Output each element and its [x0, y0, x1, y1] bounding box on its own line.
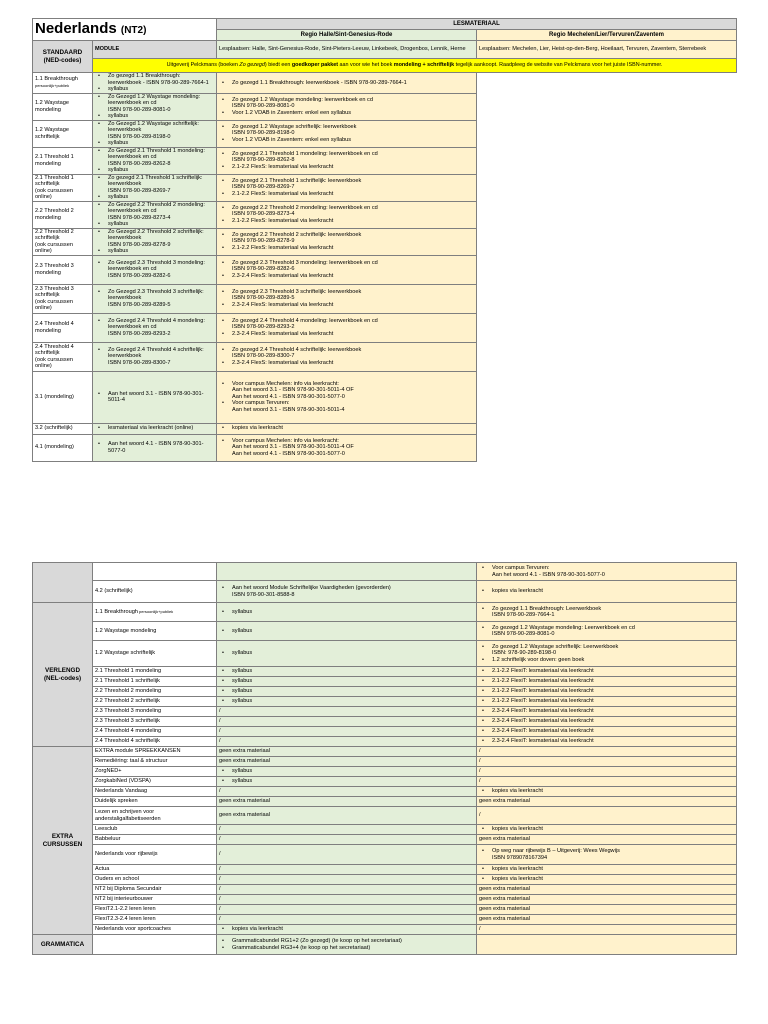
table-row [33, 865, 737, 875]
cell-regio-b: • Voor campus Mechelen: info via leerkracht: Aan het woord 3.1 - ISBN 978-90-301-5011-4 OF Aan het woord 4.1 - ISBN 978-90-301-5077-0 • Voor campus Tervuren: Aan het woord 3.1 - ISBN 978-90-301-5011-4 [217, 371, 477, 423]
bullet-item: • Aan het woord 3.1 - ISBN 978-90-301-5011-4 [95, 391, 214, 404]
table-row [33, 434, 737, 461]
module-cell: 2.4 Threshold 4 mondeling [33, 313, 93, 342]
bullet-continuation: ISBN 978-90-289-8198-0 [108, 133, 171, 140]
cell-regio-a [93, 201, 217, 228]
cell-regio-b: geen extra materiaal [477, 915, 737, 925]
table-row [33, 284, 737, 313]
bullet-item: • 2.1-2.2 FlexS: lesmateriaal via leerkracht [219, 218, 474, 225]
table-row [33, 747, 737, 757]
bullet-item: • syllabus [219, 698, 474, 705]
cell-regio-a: geen extra materiaal [217, 807, 477, 825]
table-row [33, 93, 737, 120]
bullet-item: • syllabus [95, 221, 214, 228]
cell-regio-b [217, 423, 477, 434]
bullet-continuation: ISBN 978-90-289-8273-4 [108, 214, 171, 221]
module-cell: 2.1 Threshold 1 mondeling [93, 667, 217, 677]
module-cell: Duidelijk spreken [93, 797, 217, 807]
bullet-item: • Zo Gezegd 2.2 Threshold 2 mondeling: leerwerkboek en cd [95, 202, 214, 215]
bullet-continuation: ISBN 978-90-301-8588-8 [232, 591, 295, 598]
module-cell [93, 935, 217, 955]
cell-regio-a: geen extra materiaal [217, 747, 477, 757]
bullet-item: • Voor 1.2 VDAB in Zaventem: enkel een syllabus [219, 137, 474, 144]
bullet-item: • 2.3-2.4 FlexS: lesmateriaal via leerkracht [219, 302, 474, 309]
table-row [33, 707, 737, 717]
module-cell: 2.1 Threshold 1 schriftelijk [93, 677, 217, 687]
cell-regio-b [477, 737, 737, 747]
bullet-item: • Zo gezegd 2.4 Threshold 4 mondeling: leerwerkboek en cd [219, 318, 474, 325]
bullet-item: • Zo gezegd 1.1 Breakthrough: leerwerkboek - ISBN 978-90-289-7664-1 [219, 80, 474, 87]
bullet-item: • Zo Gezegd 2.1 Threshold 1 mondeling: leerwerkboek en cd [95, 148, 214, 161]
bullet-item: • Zo gezegd 1.2 Waystage schriftelijk: leerwerkboek [219, 124, 474, 131]
cell-regio-a: geen extra materiaal [217, 757, 477, 767]
bullet-item: • syllabus [95, 113, 214, 120]
module-cell: 1.2 Waystage schriftelijk [33, 120, 93, 147]
cell-regio-b [477, 935, 737, 955]
module-cell: NT2 bij interieurbouwer [93, 895, 217, 905]
bullet-continuation: ISBN 978-90-289-8269-7 [232, 184, 295, 191]
bullet-continuation: ISBN 978-90-289-8269-7 [108, 187, 171, 194]
bullet-continuation: ISBN 978-90-289-8289-5 [108, 301, 171, 308]
cell-regio-b: / [477, 777, 737, 787]
module-cell: 3.2 (schriftelijk) [33, 423, 93, 434]
module-cell: Actua [93, 865, 217, 875]
bullet-item: • Zo gezegd 2.3 Threshold 3 schriftelijk: leerwerkboek [219, 289, 474, 296]
bullet-item: • 2.1-2.2 FlexiT: lesmateriaal via leerkracht [479, 668, 734, 675]
category-extra: EXTRA CURSUSSEN [33, 747, 93, 935]
table-row [33, 757, 737, 767]
cell-regio-b [477, 581, 737, 603]
module-cell: ZorgkabiNed (VDSPA) [93, 777, 217, 787]
lesplaatsen-b: Lesplaatsen: Mechelen, Lier, Heist-op-den-Berg, Hoeilaart, Tervuren, Zaventem, Sterrebeek [477, 41, 737, 59]
bullet-continuation: ISBN 978-90-289-8282-6 [108, 272, 171, 279]
module-cell: 1.2 Waystage mondeling [33, 93, 93, 120]
bullet-item: • kopies via leerkracht [219, 926, 474, 933]
bullet-item: • syllabus [219, 609, 474, 616]
cell-regio-b [217, 313, 477, 342]
bullet-item: • Zo gezegd 2.1 Threshold 1 schriftelijk: leerwerkboek [95, 175, 214, 188]
cell-regio-b [217, 284, 477, 313]
module-cell: 2.2 Threshold 2 schriftelijk [93, 697, 217, 707]
bullet-item: • 2.1-2.2 FlexiT: lesmateriaal via leerkracht [479, 698, 734, 705]
table-row [33, 120, 737, 147]
cell-regio-a: / [217, 835, 477, 845]
cell-regio-a [93, 342, 217, 371]
bullet-item: • syllabus [219, 778, 474, 785]
table-row [33, 174, 737, 201]
cell-regio-b [477, 622, 737, 641]
bullet-continuation: ISBN 978-90-289-8289-5 [232, 295, 295, 302]
bullet-item: • 2.3-2.4 FlexS: lesmateriaal via leerkracht [219, 273, 474, 280]
bullet-item: • syllabus [95, 248, 214, 255]
bullet-item: • syllabus [95, 140, 214, 147]
bullet-continuation: ISBN 978-90-289-8273-4 [232, 211, 295, 218]
cell-regio-b [217, 255, 477, 284]
cell-regio-a [217, 641, 477, 667]
cell-regio-a [93, 313, 217, 342]
module-cell: Nederlands voor sportcoaches [93, 925, 217, 935]
bullet-item: • Zo Gezegd 2.2 Threshold 2 schriftelijk: leerwerkboek [95, 229, 214, 242]
bullet-continuation: ISBN 978-90-289-8293-2 [108, 330, 171, 337]
bullet-continuation: ISBN 978-90-289-8081-0 [108, 106, 171, 113]
cell-regio-a [217, 767, 477, 777]
bullet-item: • syllabus [95, 86, 214, 93]
lesmateriaal-table-2 [32, 562, 737, 955]
module-cell: 3.1 (mondeling) [33, 371, 93, 423]
bullet-item: • kopies via leerkracht [479, 826, 734, 833]
cell-regio-b [217, 174, 477, 201]
bullet-continuation: ISBN 978-90-289-8081-0 [232, 103, 295, 110]
bullet-continuation: ISBN 978-90-289-8300-7 [108, 359, 171, 366]
category-standaard-cont [33, 563, 93, 603]
cell-regio-a [93, 371, 217, 423]
table-row [33, 667, 737, 677]
cell-regio-b [217, 342, 477, 371]
cell-regio-b: / [477, 747, 737, 757]
bullet-item: • Zo Gezegd 2.4 Threshold 4 schriftelijk: leerwerkboek [95, 347, 214, 360]
module-cell: 1.2 Waystage schriftelijk [93, 641, 217, 667]
bullet-item: • Zo Gezegd 1.2 Waystage mondeling: leerwerkboek en cd [95, 94, 214, 107]
table-row [33, 797, 737, 807]
cell-regio-b: geen extra materiaal [477, 835, 737, 845]
module-cell: 2.4 Threshold 4 mondeling [93, 727, 217, 737]
bullet-continuation: ISBN 978-90-289-8198-0 [232, 130, 295, 137]
bullet-item: • Zo Gezegd 2.4 Threshold 4 mondeling: leerwerkboek en cd [95, 318, 214, 331]
cell-regio-a [93, 284, 217, 313]
table-row [33, 423, 737, 434]
cell-regio-b: geen extra materiaal [477, 905, 737, 915]
cell-regio-a [93, 73, 217, 94]
bullet-item: • syllabus [219, 688, 474, 695]
bullet-item: • Zo gezegd 1.2 Waystage schriftelijk: Leerwerkboek [479, 644, 734, 651]
cell-regio-a: / [217, 707, 477, 717]
cell-regio-a [93, 174, 217, 201]
module-cell: Remediëring: taal & structuur [93, 757, 217, 767]
bullet-continuation: ISBN 978-90-289-8300-7 [232, 353, 295, 360]
bullet-item: • syllabus [95, 194, 214, 201]
bullet-item: • Zo gezegd 1.2 Waystage mondeling: Leerwerkboek en cd [479, 625, 734, 632]
table-row [33, 787, 737, 797]
cell-regio-a: / [217, 895, 477, 905]
cell-regio-b [477, 787, 737, 797]
module-cell: Nederlands voor rijbewijs [93, 845, 217, 865]
table-row [33, 825, 737, 835]
module-header: MODULE [93, 41, 217, 59]
bullet-item: • kopies via leerkracht [479, 876, 734, 883]
table-row [33, 313, 737, 342]
category-verlengd: VERLENGD (NEL-codes) [33, 603, 93, 747]
table-row [33, 767, 737, 777]
bullet-item: • Zo Gezegd 2.3 Threshold 3 schriftelijk: leerwerkboek [95, 289, 214, 302]
cell-regio-b: geen extra materiaal [477, 885, 737, 895]
cell-regio-b: geen extra materiaal [477, 797, 737, 807]
lesmateriaal-table-1 [32, 18, 737, 462]
cell-regio-b: / [477, 807, 737, 825]
bullet-continuation: ISBN: 978-90-289-8198-0 [492, 650, 557, 657]
cell-regio-a [217, 935, 477, 955]
module-cell: Leesclub [93, 825, 217, 835]
cell-regio-a: / [217, 915, 477, 925]
bullet-item: • Zo Gezegd 2.3 Threshold 3 mondeling: leerwerkboek en cd [95, 260, 214, 273]
bullet-item: • 2.3-2.4 FlexS: lesmateriaal via leerkracht [219, 331, 474, 338]
cell-regio-b: / [477, 925, 737, 935]
lesmateriaal-header: LESMATERIAAL [217, 19, 737, 30]
regio-b-header: Regio Mechelen/Lier/Tervuren/Zaventem [477, 30, 737, 41]
cell-regio-a [93, 255, 217, 284]
table-row [33, 727, 737, 737]
table-row [33, 807, 737, 825]
bullet-item: • syllabus [95, 167, 214, 174]
table-row [33, 147, 737, 174]
table-row [33, 915, 737, 925]
bullet-item: • syllabus [219, 650, 474, 657]
module-cell: 4.1 (mondeling) [33, 434, 93, 461]
module-cell: 2.3 Threshold 3 mondeling [33, 255, 93, 284]
table-row [33, 641, 737, 667]
bullet-item: • 2.3-2.4 FlexiT: lesmateriaal via leerkracht [479, 728, 734, 735]
bullet-item: • Zo gezegd 2.2 Threshold 2 mondeling: leerwerkboek en cd [219, 205, 474, 212]
module-cell: FlexiT2.1-2.2 leren leren [93, 905, 217, 915]
cell-regio-b [477, 875, 737, 885]
cell-regio-a: geen extra materiaal [217, 797, 477, 807]
bullet-item: • 2.1-2.2 FlexS: lesmateriaal via leerkracht [219, 245, 474, 252]
cell-regio-b [477, 697, 737, 707]
module-cell: 4.2 (schriftelijk) [93, 581, 217, 603]
cell-regio-b [217, 73, 477, 94]
table-row [33, 835, 737, 845]
table-row [33, 73, 737, 94]
module-cell: ZorgNED+ [93, 767, 217, 777]
bullet-continuation: ISBN 9789078167394 [492, 854, 548, 861]
module-cell: 2.4 Threshold 4 schriftelijk (ook cursussen online) [33, 342, 93, 371]
bullet-item: • 2.3-2.4 FlexS: lesmateriaal via leerkracht [219, 360, 474, 367]
module-cell: 2.2 Threshold 2 schriftelijk (ook cursussen online) [33, 228, 93, 255]
bullet-item: • Zo gezegd 2.1 Threshold 1 mondeling: leerwerkboek en cd [219, 151, 474, 158]
category-grammatica: GRAMMATICA [33, 935, 93, 955]
bullet-continuation: ISBN 978-90-289-8278-9 [108, 241, 171, 248]
cell-regio-b [477, 687, 737, 697]
bullet-item: • Zo gezegd 1.1 Breakthrough: leerwerkboek - ISBN 978-90-289-7664-1 [95, 73, 214, 86]
table-row [33, 845, 737, 865]
cell-regio-b [477, 641, 737, 667]
module-cell: Babbeluur [93, 835, 217, 845]
table-row [33, 677, 737, 687]
bullet-item: • syllabus [219, 668, 474, 675]
cell-regio-a: / [217, 717, 477, 727]
bullet-item: • Zo gezegd 1.1 Breakthrough: Leerwerkboek [479, 606, 734, 613]
table-row [33, 777, 737, 787]
bullet-item: • 2.1-2.2 FlexS: lesmateriaal via leerkracht [219, 164, 474, 171]
cell-regio-b [217, 120, 477, 147]
cell-regio-a [217, 925, 477, 935]
bullet-continuation: ISBN 978-90-289-8282-6 [232, 266, 295, 273]
cell-regio-a [217, 777, 477, 787]
cell-regio-b [477, 667, 737, 677]
cell-regio-a [217, 677, 477, 687]
bullet-item: • Zo gezegd 2.4 Threshold 4 schriftelijk: leerwerkboek [219, 347, 474, 354]
cell-regio-a [217, 581, 477, 603]
cell-regio-a [93, 423, 217, 434]
regio-a-header: Regio Halle/Sint-Genesius-Rode [217, 30, 477, 41]
module-cell: 2.3 Threshold 3 schriftelijk (ook cursussen online) [33, 284, 93, 313]
bullet-continuation: ISBN 978-90-289-8262-8 [232, 157, 295, 164]
table-page-2 [32, 562, 736, 955]
table-row [33, 895, 737, 905]
bullet-item: • lesmateriaal via leerkracht (online) [95, 425, 214, 432]
bullet-item: • 2.3-2.4 FlexiT: lesmateriaal via leerkracht [479, 738, 734, 745]
cell-regio-a: / [217, 865, 477, 875]
bullet-item: • kopies via leerkracht [479, 866, 734, 873]
cell-regio-a: / [217, 905, 477, 915]
bullet-item: • Grammaticabundel RG1+2 (Zo gezegd) (te koop op het secretariaat) [219, 938, 474, 945]
table-row [33, 697, 737, 707]
bullet-item: • Zo gezegd 2.1 Threshold 1 schriftelijk: leerwerkboek [219, 178, 474, 185]
cell-regio-b [477, 845, 737, 865]
module-cell: 2.4 Threshold 4 schriftelijk [93, 737, 217, 747]
bullet-item: • kopies via leerkracht [479, 588, 734, 595]
bullet-item: • kopies via leerkracht [479, 788, 734, 795]
cell-regio-b: / [477, 767, 737, 777]
cell-regio-a [217, 622, 477, 641]
cell-regio-b [477, 677, 737, 687]
cell-regio-a [217, 667, 477, 677]
bullet-item: • syllabus [219, 628, 474, 635]
cell-regio-a [217, 563, 477, 581]
table-row [33, 255, 737, 284]
cell-regio-b: geen extra materiaal [477, 895, 737, 905]
module-cell: 2.1 Threshold 1 mondeling [33, 147, 93, 174]
bullet-continuation: ISBN 978-90-289-7664-1 [492, 612, 555, 618]
table-row [33, 371, 737, 423]
module-cell: NT2 bij Diploma Secundair [93, 885, 217, 895]
module-cell: 2.3 Threshold 3 mondeling [93, 707, 217, 717]
bullet-item: • Voor 1.2 VDAB in Zaventem: enkel een syllabus [219, 110, 474, 117]
cell-regio-a [93, 147, 217, 174]
table-row [33, 905, 737, 915]
bullet-item: • 2.1-2.2 FlexiT: lesmateriaal via leerkracht [479, 678, 734, 685]
bullet-item: • 2.3-2.4 FlexiT: lesmateriaal via leerkracht [479, 718, 734, 725]
bullet-item: • Aan het woord Module Schriftelijke Vaardigheden (gevorderden) [219, 585, 474, 592]
bullet-item: • 1.2 schriftelijk voor doven: geen boek [479, 657, 734, 664]
bullet-continuation: ISBN 978-90-289-8262-8 [108, 160, 171, 167]
cell-regio-a [217, 687, 477, 697]
cell-regio-a: / [217, 737, 477, 747]
bullet-item: • 2.3-2.4 FlexiT: lesmateriaal via leerkracht [479, 708, 734, 715]
bullet-item: • kopies via leerkracht [219, 425, 474, 432]
bullet-item: • syllabus [219, 678, 474, 685]
table-row [33, 875, 737, 885]
bullet-item: • Op weg naar rijbewijs B – Uitgeverij: Wees Wegwijs [479, 848, 734, 855]
module-cell: 1.1 Breakthrough persoonlijk+publiek [33, 73, 93, 94]
table-row [33, 201, 737, 228]
table-row [33, 885, 737, 895]
bullet-item: • Zo Gezegd 1.2 Waystage schriftelijk: leerwerkboek [95, 121, 214, 134]
table-page-1 [32, 18, 736, 462]
cell-regio-a: / [217, 787, 477, 797]
cell-regio-b [477, 825, 737, 835]
module-cell: 2.2 Threshold 2 mondeling [93, 687, 217, 697]
cell-regio-a [93, 434, 217, 461]
bullet-item: • 2.1-2.2 FlexiT: lesmateriaal via leerkracht [479, 688, 734, 695]
module-cell: EXTRA module SPREEKKANSEN [93, 747, 217, 757]
cell-regio-a [93, 228, 217, 255]
module-cell: Nederlands Vandaag [93, 787, 217, 797]
module-cell: 2.2 Threshold 2 mondeling [33, 201, 93, 228]
bullet-item: • Zo gezegd 2.3 Threshold 3 mondeling: leerwerkboek en cd [219, 260, 474, 267]
cell-regio-b [217, 147, 477, 174]
table-row [33, 737, 737, 747]
cell-regio-b [217, 93, 477, 120]
cell-regio-a [93, 93, 217, 120]
category-standaard: STANDAARD (NED-codes) [33, 41, 93, 73]
module-cell: Ouders en school [93, 875, 217, 885]
cell-regio-a: / [217, 825, 477, 835]
cell-regio-b [477, 707, 737, 717]
module-cell: 2.3 Threshold 3 schriftelijk [93, 717, 217, 727]
table-row [33, 228, 737, 255]
cell-regio-a [217, 603, 477, 622]
module-cell: FlexiT2.3-2.4 leren leren [93, 915, 217, 925]
bullet-item: • Zo gezegd 2.2 Threshold 2 schriftelijk: leerwerkboek [219, 232, 474, 239]
module-cell [93, 563, 217, 581]
bullet-continuation: ISBN 978-90-289-8293-2 [232, 324, 295, 331]
module-cell: 2.1 Threshold 1 schriftelijk (ook cursussen online) [33, 174, 93, 201]
module-cell: 1.1 Breakthrough persoonlijk+publiek [93, 603, 217, 622]
bullet-item: • syllabus [219, 768, 474, 775]
bullet-continuation: ISBN 978-90-289-8081-0 [492, 631, 555, 637]
cell-regio-b [477, 603, 737, 622]
module-cell: 1.2 Waystage mondeling [93, 622, 217, 641]
cell-regio-b: • Voor campus Mechelen: info via leerkracht: Aan het woord 3.1 - ISBN 978-90-301-5011-4 OF Aan het woord 4.1 - ISBN 978-90-301-5077-0 [217, 434, 477, 461]
cell-regio-a: / [217, 885, 477, 895]
table-row [33, 687, 737, 697]
cell-regio-b [477, 865, 737, 875]
bullet-item: • Zo gezegd 1.2 Waystage mondeling: leerwerkboek en cd [219, 97, 474, 104]
cell-regio-a: / [217, 875, 477, 885]
table-row [33, 342, 737, 371]
cell-regio-b [217, 201, 477, 228]
cell-regio-b [217, 228, 477, 255]
cell-regio-b [477, 717, 737, 727]
cell-regio-b: / [477, 757, 737, 767]
table-row [33, 622, 737, 641]
cell-regio-b: • Voor campus Tervuren: Aan het woord 4.1 - ISBN 978-90-301-5077-0 [477, 563, 737, 581]
cell-regio-b [477, 727, 737, 737]
lesplaatsen-a: Lesplaatsen: Halle, Sint-Genesius-Rode, Sint-Pieters-Leeuw, Linkebeek, Drogenbos, Lennik, Herne [217, 41, 477, 59]
pelckmans-notice: Uitgeverij Pelckmans (boeken Zo gezegd) biedt een goedkoper pakket aan voor wie het boek mondeling + schriftelijk tegelijk aankoopt. Raadpleeg de website van Pelckmans voor het juiste ISBN-nummer. [93, 59, 737, 73]
bullet-continuation: ISBN 978-90-289-8278-9 [232, 238, 295, 245]
page-title: Nederlands (NT2) [33, 19, 217, 41]
table-row [33, 603, 737, 622]
cell-regio-a [93, 120, 217, 147]
bullet-item: • Grammaticabundel RG3+4 (te koop op het secretariaat) [219, 945, 474, 952]
cell-regio-a: / [217, 727, 477, 737]
bullet-item: • Aan het woord 4.1 - ISBN 978-90-301-5077-0 [95, 441, 214, 454]
bullet-item: • 2.1-2.2 FlexS: lesmateriaal via leerkracht [219, 191, 474, 198]
table-row [33, 717, 737, 727]
table-row [33, 925, 737, 935]
module-cell: Lezen en schrijven voor anderstaligalfabetiseerden [93, 807, 217, 825]
cell-regio-a: / [217, 845, 477, 865]
cell-regio-a [217, 697, 477, 707]
